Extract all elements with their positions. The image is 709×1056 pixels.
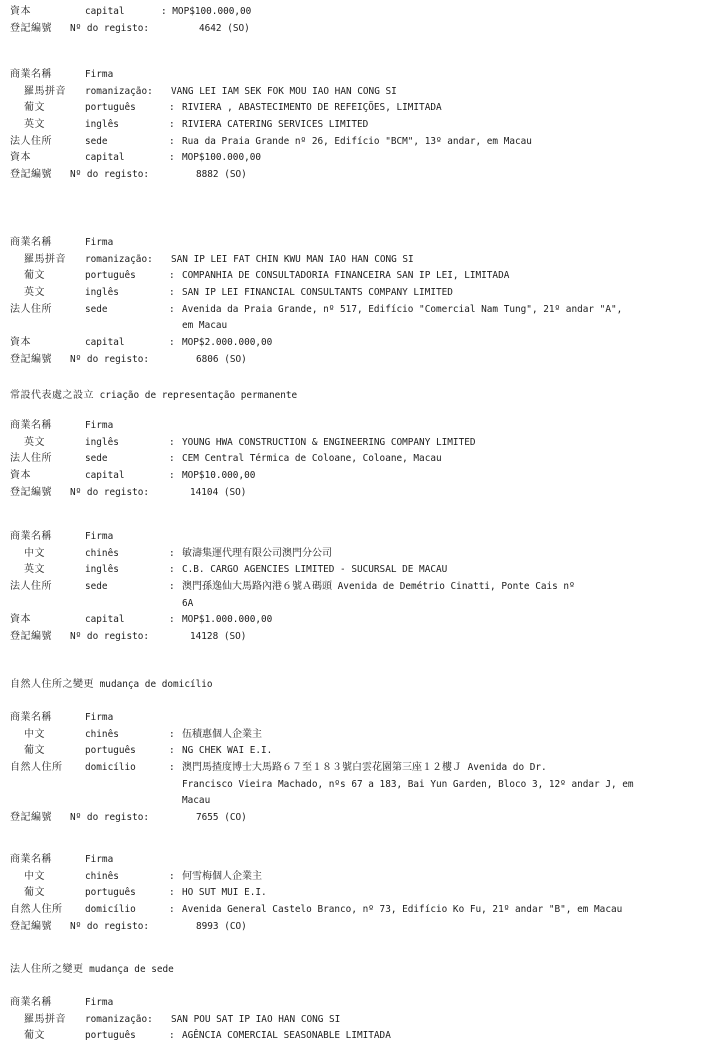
label-pt: português bbox=[85, 102, 136, 114]
label-zh: 中文 bbox=[24, 728, 45, 740]
portuguese-name: NG CHEK WAI E.I. bbox=[182, 745, 273, 757]
label-zh: 資本 bbox=[10, 6, 31, 17]
registration-number: 8882 (SO) bbox=[196, 169, 247, 181]
label-zh: 登記編號 bbox=[10, 22, 52, 34]
colon: : bbox=[169, 547, 175, 559]
label-pt: capital bbox=[85, 6, 125, 17]
label-pt: domicílio bbox=[85, 904, 136, 916]
registration-row bbox=[10, 352, 705, 369]
colon: : bbox=[169, 470, 175, 482]
label-zh: 葡文 bbox=[24, 887, 45, 899]
label-pt: inglês bbox=[85, 564, 119, 576]
colon: : bbox=[169, 887, 175, 899]
capital-row bbox=[10, 335, 705, 352]
label-zh: 葡文 bbox=[24, 270, 45, 282]
colon: : bbox=[169, 135, 175, 147]
entry-san-pou-sat-ip bbox=[10, 995, 705, 1045]
colon: : bbox=[169, 614, 175, 626]
label-zh: 羅馬拼音 bbox=[24, 253, 66, 265]
english-name: YOUNG HWA CONSTRUCTION & ENGINEERING COMPANY LIMITED bbox=[182, 436, 476, 448]
label-zh: 羅馬拼音 bbox=[24, 1013, 66, 1025]
romanization-row bbox=[10, 84, 705, 101]
sede-row bbox=[10, 579, 705, 596]
label-zh: 登記編號 bbox=[10, 920, 52, 932]
label-zh: 商業名稱 bbox=[10, 854, 52, 865]
label-pt: inglês bbox=[85, 119, 119, 131]
heading-pt: criação de representação permanente bbox=[99, 390, 298, 401]
label-pt: Nº do registo: bbox=[70, 920, 150, 932]
chinese-row bbox=[10, 727, 705, 744]
capital-value: MOP$2.000.000,00 bbox=[182, 337, 273, 349]
firma-row bbox=[10, 852, 705, 869]
label-zh: 資本 bbox=[10, 337, 31, 349]
label-zh: 自然人住所 bbox=[10, 904, 63, 916]
chinese-row bbox=[10, 869, 705, 886]
sede-value-pt: Avenida de Demétrio Cinatti, Ponte Cais nº bbox=[337, 581, 575, 593]
label-pt: Nº do registo: bbox=[70, 22, 150, 34]
label-zh: 商業名稱 bbox=[10, 997, 52, 1008]
label-pt: inglês bbox=[85, 436, 119, 448]
romanization-row bbox=[10, 1012, 705, 1029]
capital-row bbox=[10, 4, 705, 21]
label-pt: Nº do registo: bbox=[70, 812, 150, 824]
label-pt: Nº do registo: bbox=[70, 353, 150, 365]
colon: : bbox=[169, 904, 175, 916]
label-zh: 英文 bbox=[24, 436, 45, 448]
capital-row bbox=[10, 468, 705, 485]
label-pt: chinês bbox=[85, 870, 119, 882]
registration-row bbox=[10, 485, 705, 502]
capital-value: MOP$1.000.000,00 bbox=[182, 614, 273, 626]
colon: : bbox=[169, 564, 175, 576]
label-zh: 資本 bbox=[10, 470, 31, 482]
capital-value: MOP$10.000,00 bbox=[182, 470, 256, 482]
heading-pt: mudança de sede bbox=[89, 964, 174, 975]
label-pt: chinês bbox=[85, 728, 119, 740]
label-pt: Firma bbox=[85, 712, 114, 723]
colon: : bbox=[169, 1030, 175, 1042]
firma-row bbox=[10, 995, 705, 1012]
colon: : bbox=[169, 581, 175, 593]
portuguese-name: RIVIERA , ABASTECIMENTO DE REFEIÇÕES, LIMITADA bbox=[182, 102, 442, 114]
colon: : bbox=[169, 728, 175, 740]
sede-continuation bbox=[10, 596, 705, 613]
capital-row bbox=[10, 150, 705, 167]
chinese-row bbox=[10, 546, 705, 563]
sede-row bbox=[10, 302, 705, 319]
chinese-name: 伍積惠個人企業主 bbox=[182, 728, 262, 740]
entry-san-ip-lei bbox=[10, 235, 705, 369]
label-pt: chinês bbox=[85, 547, 119, 559]
label-zh: 登記編號 bbox=[10, 486, 52, 498]
label-pt: português bbox=[85, 745, 136, 757]
label-pt: capital bbox=[85, 152, 125, 164]
colon: : bbox=[169, 745, 175, 757]
entry-riviera bbox=[10, 67, 705, 184]
domicile-continuation bbox=[10, 777, 705, 794]
registration-row bbox=[10, 919, 705, 936]
portuguese-name: AGÊNCIA COMERCIAL SEASONABLE LIMITADA bbox=[182, 1030, 391, 1042]
label-pt: inglês bbox=[85, 287, 119, 299]
colon: : bbox=[169, 762, 175, 774]
label-pt: português bbox=[85, 270, 136, 282]
heading-zh: 法人住所之變更 bbox=[10, 964, 84, 975]
label-pt: português bbox=[85, 887, 136, 899]
registration-row bbox=[10, 629, 705, 646]
entry-top-fragment bbox=[10, 4, 705, 37]
sede-value: Rua da Praia Grande nº 26, Edifício "BCM", 13º andar, em Macau bbox=[182, 135, 532, 147]
domicile-row bbox=[10, 902, 705, 919]
colon: : bbox=[169, 453, 175, 465]
sede-value-cont: 6A bbox=[182, 597, 194, 609]
label-pt: Firma bbox=[85, 997, 114, 1008]
english-name: SAN IP LEI FINANCIAL CONSULTANTS COMPANY LIMITED bbox=[182, 287, 453, 299]
label-pt: Firma bbox=[85, 237, 114, 248]
firma-row bbox=[10, 418, 705, 435]
label-pt: Firma bbox=[85, 420, 114, 431]
label-pt: Nº do registo: bbox=[70, 169, 150, 181]
romanization-value: SAN IP LEI FAT CHIN KWU MAN IAO HAN CONG SI bbox=[171, 253, 414, 265]
label-zh: 英文 bbox=[24, 287, 45, 299]
registration-number: 8993 (CO) bbox=[196, 920, 247, 932]
colon: : bbox=[169, 287, 175, 299]
label-zh: 商業名稱 bbox=[10, 712, 52, 723]
label-pt: português bbox=[85, 1030, 136, 1042]
registration-number: 6806 (SO) bbox=[196, 353, 247, 365]
firma-row bbox=[10, 67, 705, 84]
label-zh: 羅馬拼音 bbox=[24, 85, 66, 97]
label-pt: capital bbox=[85, 470, 125, 482]
portuguese-name: COMPANHIA DE CONSULTADORIA FINANCEIRA SAN IP LEI, LIMITADA bbox=[182, 270, 510, 282]
label-pt: sede bbox=[85, 303, 108, 315]
label-zh: 法人住所 bbox=[10, 303, 52, 315]
label-pt: Firma bbox=[85, 531, 114, 542]
firma-row bbox=[10, 235, 705, 252]
sede-value bbox=[182, 579, 575, 596]
chinese-name: 何雪梅個人企業主 bbox=[182, 870, 262, 882]
sede-value: CEM Central Térmica de Coloane, Coloane, Macau bbox=[182, 453, 442, 465]
colon: : bbox=[169, 436, 175, 448]
registration-number: 7655 (CO) bbox=[196, 812, 247, 824]
label-zh: 登記編號 bbox=[10, 353, 52, 365]
label-pt: Nº do registo: bbox=[70, 631, 150, 643]
label-pt: romanização: bbox=[85, 85, 153, 97]
label-pt: capital bbox=[85, 337, 125, 349]
label-zh: 葡文 bbox=[24, 102, 45, 114]
domicile-row bbox=[10, 760, 705, 777]
label-zh: 登記編號 bbox=[10, 631, 52, 643]
label-zh: 商業名稱 bbox=[10, 237, 52, 248]
section-heading-domicile bbox=[10, 677, 213, 694]
domicile-value-cont: Macau bbox=[182, 795, 211, 807]
portuguese-row bbox=[10, 1028, 705, 1045]
romanization-value: VANG LEI IAM SEK FOK MOU IAO HAN CONG SI bbox=[171, 85, 397, 97]
label-pt: domicílio bbox=[85, 762, 136, 774]
sede-value: Avenida da Praia Grande, nº 517, Edifício "Comercial Nam Tung", 21º andar "A", bbox=[182, 303, 623, 315]
label-zh: 登記編號 bbox=[10, 169, 52, 181]
registration-row bbox=[10, 810, 705, 827]
section-heading-sede-change bbox=[10, 962, 174, 979]
colon: : bbox=[169, 102, 175, 114]
firma-row bbox=[10, 710, 705, 727]
label-zh: 法人住所 bbox=[10, 135, 52, 147]
label-pt: sede bbox=[85, 453, 108, 465]
label-zh: 資本 bbox=[10, 614, 31, 626]
label-pt: capital bbox=[85, 614, 125, 626]
capital-row bbox=[10, 612, 705, 629]
english-row bbox=[10, 117, 705, 134]
registration-number: 14128 (SO) bbox=[190, 631, 247, 643]
registration-row bbox=[10, 21, 705, 38]
capital-value: MOP$100.000,00 bbox=[182, 152, 262, 164]
label-pt: Firma bbox=[85, 69, 114, 80]
entry-young-hwa bbox=[10, 418, 705, 501]
english-row bbox=[10, 562, 705, 579]
label-zh: 商業名稱 bbox=[10, 531, 52, 542]
heading-zh: 常設代表處之設立 bbox=[10, 390, 94, 401]
portuguese-row bbox=[10, 100, 705, 117]
portuguese-row bbox=[10, 743, 705, 760]
domicile-value: Avenida General Castelo Branco, nº 73, Edifício Ko Fu, 21º andar "B", em Macau bbox=[182, 904, 623, 916]
domicile-value-pt: Avenida do Dr. bbox=[467, 762, 547, 774]
firma-row bbox=[10, 529, 705, 546]
registration-number: 4642 (SO) bbox=[199, 22, 250, 34]
entry-cb-cargo bbox=[10, 529, 705, 646]
chinese-name: 敏濤集運代理有限公司澳門分公司 bbox=[182, 547, 332, 559]
label-pt: sede bbox=[85, 135, 108, 147]
colon: : bbox=[169, 152, 175, 164]
label-zh: 葡文 bbox=[24, 745, 45, 757]
domicile-value-cont: Francisco Vieira Machado, nºs 67 a 183, Bai Yun Garden, Bloco 3, 12º andar J, em bbox=[182, 778, 634, 790]
registration-number: 14104 (SO) bbox=[190, 486, 247, 498]
label-zh: 中文 bbox=[24, 870, 45, 882]
label-pt: Firma bbox=[85, 854, 114, 865]
english-row bbox=[10, 285, 705, 302]
label-zh: 商業名稱 bbox=[10, 69, 52, 80]
heading-pt: mudança de domicílio bbox=[99, 679, 213, 690]
colon: : bbox=[169, 337, 175, 349]
heading-zh: 自然人住所之變更 bbox=[10, 679, 94, 690]
registration-row bbox=[10, 167, 705, 184]
label-zh: 葡文 bbox=[24, 1030, 45, 1042]
entry-ho-sut-mui bbox=[10, 852, 705, 935]
portuguese-name: HO SUT MUI E.I. bbox=[182, 887, 267, 899]
colon: : bbox=[169, 303, 175, 315]
domicile-value bbox=[182, 760, 547, 777]
portuguese-row bbox=[10, 268, 705, 285]
capital-value: : MOP$100.000,00 bbox=[161, 6, 252, 17]
colon: : bbox=[169, 270, 175, 282]
domicile-value-zh: 澳門馬揸度博士大馬路６７至１８３號白雲花園第三座１２樓Ｊ bbox=[182, 762, 462, 774]
label-zh: 法人住所 bbox=[10, 453, 52, 465]
colon: : bbox=[169, 119, 175, 131]
sede-value-cont: em Macau bbox=[182, 320, 228, 332]
label-zh: 登記編號 bbox=[10, 812, 52, 824]
label-zh: 中文 bbox=[24, 547, 45, 559]
label-pt: Nº do registo: bbox=[70, 486, 150, 498]
label-zh: 英文 bbox=[24, 564, 45, 576]
section-heading-representation bbox=[10, 388, 297, 405]
label-zh: 資本 bbox=[10, 152, 31, 164]
sede-continuation bbox=[10, 318, 705, 335]
label-zh: 法人住所 bbox=[10, 581, 52, 593]
label-pt: romanização: bbox=[85, 1013, 153, 1025]
sede-value-zh: 澳門孫逸仙大馬路內港６號Ａ碼頭 bbox=[182, 581, 332, 593]
portuguese-row bbox=[10, 885, 705, 902]
english-row bbox=[10, 435, 705, 452]
colon: : bbox=[169, 870, 175, 882]
sede-row bbox=[10, 134, 705, 151]
label-zh: 自然人住所 bbox=[10, 762, 63, 774]
label-pt: romanização: bbox=[85, 253, 153, 265]
label-pt: sede bbox=[85, 581, 108, 593]
domicile-continuation bbox=[10, 793, 705, 810]
english-name: RIVIERA CATERING SERVICES LIMITED bbox=[182, 119, 369, 131]
label-zh: 商業名稱 bbox=[10, 420, 52, 431]
romanization-value: SAN POU SAT IP IAO HAN CONG SI bbox=[171, 1013, 341, 1025]
sede-row bbox=[10, 451, 705, 468]
entry-ng-chek-wai bbox=[10, 710, 705, 827]
romanization-row bbox=[10, 252, 705, 269]
english-name: C.B. CARGO AGENCIES LIMITED - SUCURSAL DE MACAU bbox=[182, 564, 448, 576]
label-zh: 英文 bbox=[24, 119, 45, 131]
